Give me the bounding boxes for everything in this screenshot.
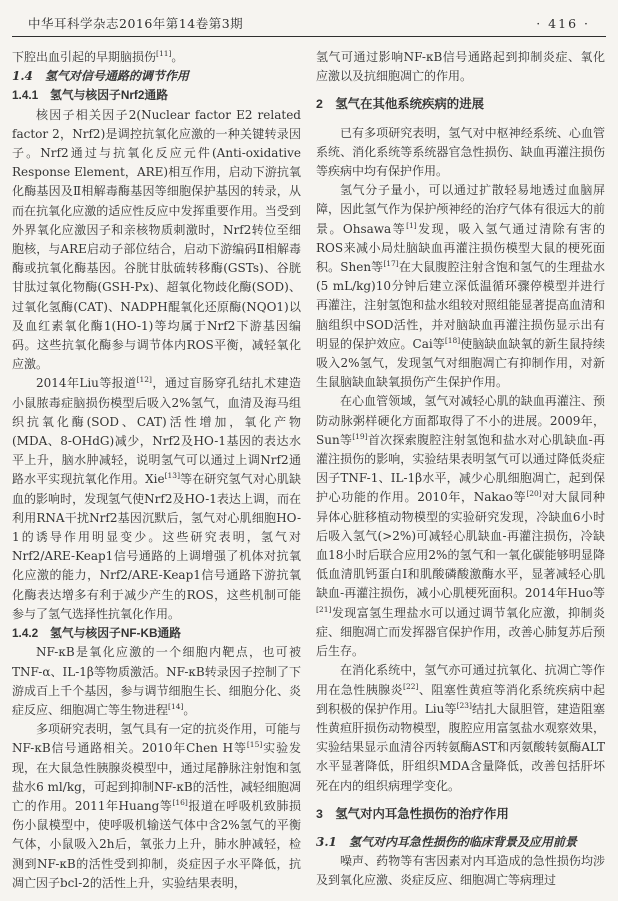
paragraph: NF-κB是氧化应激的一个细胞内靶点，也可被TNF-α、IL-1β等物质激活。NF-κB转录因子控制了下游成百上千个基因，参与调节细胞生长、细胞分化、炎症反应、细胞凋亡等生物进程[14]。 — [12, 645, 301, 717]
column-left — [12, 48, 301, 893]
heading-section-2: 2 氢气在其他系统疾病的进展 — [316, 97, 484, 112]
paragraph: 在消化系统中，氢气亦可通过抗氧化、抗凋亡等作用在急性胰腺炎[22]、阻塞性黄疸等消化系统疾病中起到积极的保护作用。Liu等[23]结扎大鼠胆管，建造阻塞性黄疸肝损伤动物模型，腹腔应用富氢盐水观察效果，实验结果显示血清谷丙转氨酶AST和丙氨酸转氨酶ALT水平显著降低，肝组织MDA含量降低，改善包括肝坏死在内的组织病理学变化。 — [316, 663, 605, 793]
heading-1-4-2: 1.4.2 氢气与核因子NF-KB通路 — [12, 626, 182, 641]
paragraph-continuation: 下腔出血引起的早期脑损伤[11]。 — [12, 49, 184, 64]
heading-1-4-1: 1.4.1 氢气与核因子Nrf2通路 — [12, 88, 169, 103]
heading-1-4: 1.4 氢气对信号通路的调节作用 — [12, 69, 189, 84]
page-number: · 416 · — [536, 16, 590, 31]
page-header — [12, 8, 606, 35]
heading-3-1: 3.1 氢气对内耳急性损伤的临床背景及应用前景 — [316, 834, 577, 849]
article-body — [12, 37, 606, 893]
paragraph: 氢气分子量小，可以通过扩散轻易地透过血脑屏障，因此氢气作为保护颅神经的治疗气体有很远大的前景。Ohsawa等[1]发现，吸入氢气通过清除有害的ROS来减小局灶脑缺血再灌注损伤模型大鼠的梗死面积。Shen等[17]在大鼠腹腔注射含饱和氢气的生理盐水(5 mL/kg)10分钟后建立深低温循环骤停模型并进行再灌注，注射氢饱和盐水组较对照组能显著提高血清和脑组织中SOD活性，并对脑缺血再灌注损伤显示出有明显的保护效应。Cai等[18]使脑缺血缺氧的新生鼠持续吸入2%氢气，发现氢气对细胞凋亡有抑制作用，对新生鼠脑缺血缺氧损伤产生保护作用。 — [316, 183, 605, 390]
paragraph: 噪声、药物等有害因素对内耳造成的急性损伤均涉及到氧化应激、炎症反应、细胞凋亡等病理过 — [316, 854, 605, 888]
paragraph: 多项研究表明，氢气具有一定的抗炎作用，可能与NF-κB信号通路相关。2010年Chen H等[15]实验发现，在大鼠急性胰腺炎模型中，通过尾静脉注射饱和氢盐水6 ml/kg，可起到抑制NF-κB的活性，减轻细胞凋亡的作用。2011年Huang等[16]报道在呼吸机致肺损伤小鼠模型中，使呼吸机输送气体中含2%氢气的平衡气体，小鼠吸入2h后，氧张力上升，肺水肿减轻，检测到NF-κB的活性受到抑制，炎症因子水平降低，抗凋亡因子bcl-2的活性上升，实验结果表明， — [12, 722, 301, 890]
paragraph: 已有多项研究表明，氢气对中枢神经系统、心血管系统、消化系统等系统器官急性损伤、缺血再灌注损伤等疾病中均有保护作用。 — [316, 125, 605, 179]
paragraph: 2014年Liu等报道[12]，通过盲肠穿孔结扎术建造小鼠脓毒症脑损伤模型后吸入2%氢气，血清及海马组织抗氧化酶(SOD、CAT)活性增加，氧化产物(MDA、8-OHdG)减少，Nrf2及HO-1基因的表达水平上升，脑水肿减轻，说明氢气可以通过上调Nrf2通路水平实现抗氧化作用。Xie[13]等在研究氢气对心肌缺血的影响时，发现氢气使Nrf2及HO-1表达上调，而在利用RNA干扰Nrf2基因沉默后，氢气对心肌细胞HO-1的诱导作用明显变少。这些研究表明，氢气对Nrf2/ARE-Keap1信号通路的上调增强了机体对抗氧化应激的能力，Nrf2/ARE-Keap1信号通路下游抗氧化酶表达增多有利于减少产生的ROS，这些机制可能参与了氢气选择性抗氧化作用。 — [12, 375, 301, 621]
paragraph: 核因子相关因子2(Nuclear factor E2 related factor 2，Nrf2)是调控抗氧化应激的一种关键转录因子。Nrf2通过与抗氧化反应元件(Anti-oxidative Response Element，ARE)相互作用，启动下游抗氧化酶基因及Ⅱ相解毒酶基因等细胞保护基因的转录，从而在抗氧化应激的适应性反应中发挥重要作用。当受到外界氧化应激因子和亲核物质刺激时，Nrf2转位至细胞核，与ARE启动子部位结合，启动下游编码Ⅱ相解毒酶或抗氧化酶基因。谷胱甘肽硫转移酶(GSTs)、谷胱甘肽过氧化物酶(GSH-Px)、超氧化物歧化酶(SOD)、过氧化氢酶(CAT)、NADPH醌氧化还原酶(NQO1)以及血红素氧化酶1(HO-1)等均属于Nrf2下游基因编码。这些抗氧化酶参与调节体内ROS平衡，减轻氧化应激。 — [12, 107, 301, 372]
heading-section-3: 3 氢气对内耳急性损伤的治疗作用 — [316, 806, 509, 821]
paragraph: 在心血管领域，氢气对减轻心肌的缺血再灌注、预防动脉粥样硬化方面都取得了不小的进展。2009年，Sun等[19]首次探索腹腔注射氢饱和盐水对心肌缺血-再灌注损伤的影响，实验结果表明氢气可以通过降低炎症因子TNF-1、IL-1β水平，减少心肌细胞凋亡，起到保护心功能的作用。2010年，Nakao等[20]对大鼠同种异体心脏移植动物模型的实验研究发现，冷缺血6小时后吸入氢气(>2%)可减轻心肌缺血-再灌注损伤，冷缺血18小时后联合应用2%的氢气和一氧化碳能够明显降低血清肌钙蛋白I和肌酸磷酸激酶水平，显著减轻心肌缺血-再灌注损伤，减小心肌梗死面积。2014年Huo等[21]发现富氢生理盐水可以通过调节氧化应激，抑制炎症、细胞凋亡而发挥器官保护作用，改善心肺复苏后预后生存。 — [316, 394, 605, 659]
paragraph-continuation: 氢气可通过影响NF-κB信号通路起到抑制炎症、氧化应激以及抗细胞凋亡的作用。 — [316, 50, 605, 84]
journal-title: 中华耳科学杂志2016年第14卷第3期 — [28, 16, 244, 31]
column-right — [316, 48, 605, 893]
